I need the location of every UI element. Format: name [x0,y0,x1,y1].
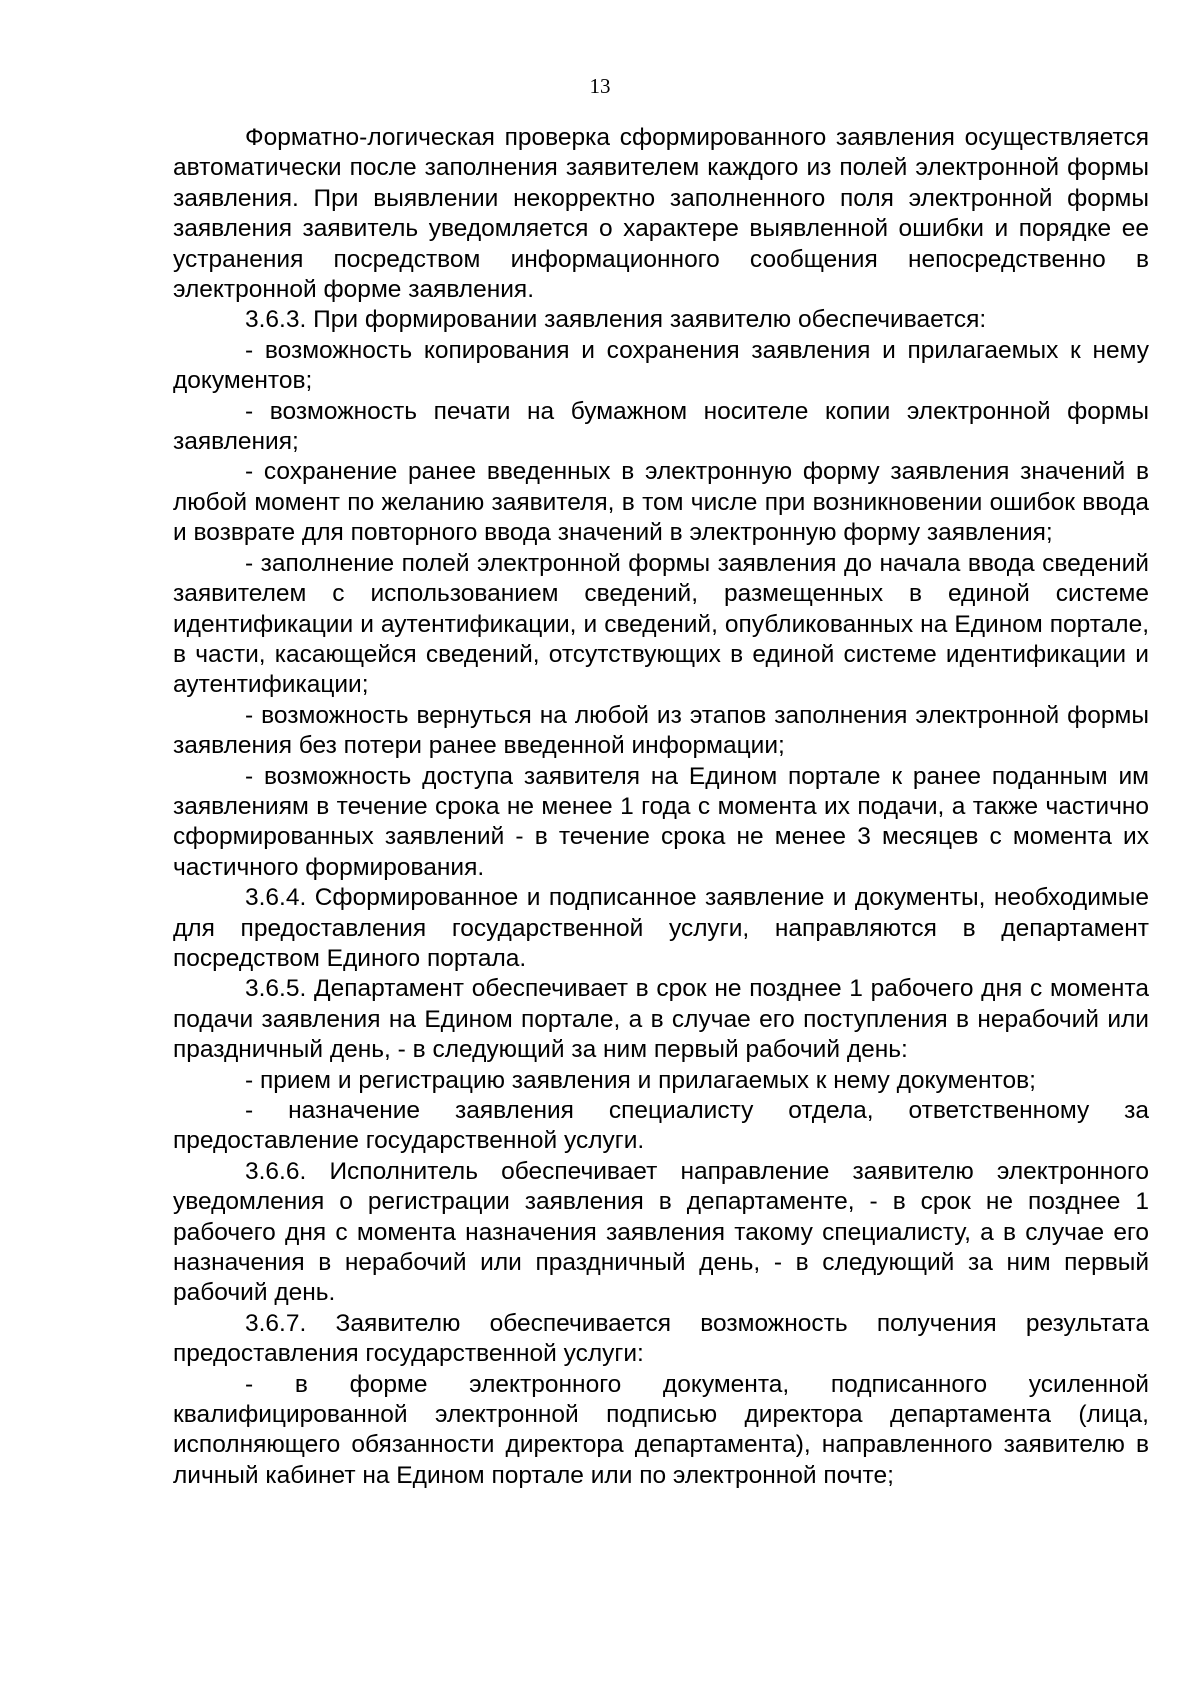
list-item-return-step: - возможность вернуться на любой из этапов заполнения электронной формы заявления без потери ранее введенной информации; [173,701,1149,760]
paragraph-3-6-6: 3.6.6. Исполнитель обеспечивает направление заявителю электронного уведомления о регистрации заявления в департаменте, - в срок не позднее 1 рабочего дня с момента назначения заявления такому специалисту, а в случае его назначения в нерабочий или праздничный день, - в следующий за ним первый рабочий день. [173,1157,1149,1307]
paragraph-3-6-3: 3.6.3. При формировании заявления заявителю обеспечивается: [245,306,987,334]
list-item-save-values: - сохранение ранее введенных в электронную форму заявления значений в любой момент по желанию заявителя, в том числе при возникновении ошибок ввода и возврате для повторного ввода значений в электронную форму заявления; [173,458,1149,547]
document-body [173,123,1149,1491]
list-item-access-history: - возможность доступа заявителя на Едином портале к ранее поданным им заявлениям в течение срока не менее 1 года с момента их подачи, а также частично сформированных заявлений - в течение срока не менее 3 месяцев с момента их частичного формирования. [173,762,1149,881]
list-item-print: - возможность печати на бумажном носителе копии электронной формы заявления; [173,397,1149,456]
paragraph-3-6-5: 3.6.5. Департамент обеспечивает в срок не позднее 1 рабочего дня с момента подачи заявления на Едином портале, а в случае его поступления в нерабочий или праздничный день, - в следующий за ним первый рабочий день: [173,975,1149,1064]
list-item-assignment: - назначение заявления специалисту отдела, ответственному за предоставление государственной услуги. [173,1097,1149,1155]
paragraph-3-6-4: 3.6.4. Сформированное и подписанное заявление и документы, необходимые для предоставления государственной услуги, направляются в департамент посредством Единого портала. [173,884,1149,972]
list-item-electronic-document: - в форме электронного документа, подписанного усиленной квалифицированной электронной подписью директора департамента (лица, исполняющего обязанности директора департамента), направленного заявителю в личный кабинет на Едином портале или по электронной почте; [173,1370,1149,1489]
list-item-copy-save: - возможность копирования и сохранения заявления и прилагаемых к нему документов; [173,336,1149,395]
list-item-prefill: - заполнение полей электронной формы заявления до начала ввода сведений заявителем с использованием сведений, размещенных в единой системе идентификации и аутентификации, и сведений, опубликованных на Едином портале, в части, касающейся сведений, отсутствующих в единой системе идентификации и аутентификации; [173,549,1149,699]
list-item-registration: - прием и регистрацию заявления и прилагаемых к нему документов; [245,1066,1036,1094]
page-number: 13 [589,74,611,98]
paragraph-3-6-7: 3.6.7. Заявителю обеспечивается возможность получения результата предоставления государственной услуги: [173,1309,1149,1368]
paragraph-format-check: Форматно-логическая проверка сформированного заявления осуществляется автоматически после заполнения заявителем каждого из полей электронной формы заявления. При выявлении некорректно заполненного поля электронной формы заявления заявитель уведомляется о характере выявленной ошибки и порядке ее устранения посредством информационного сообщения непосредственно в электронной форме заявления. [173,124,1149,304]
